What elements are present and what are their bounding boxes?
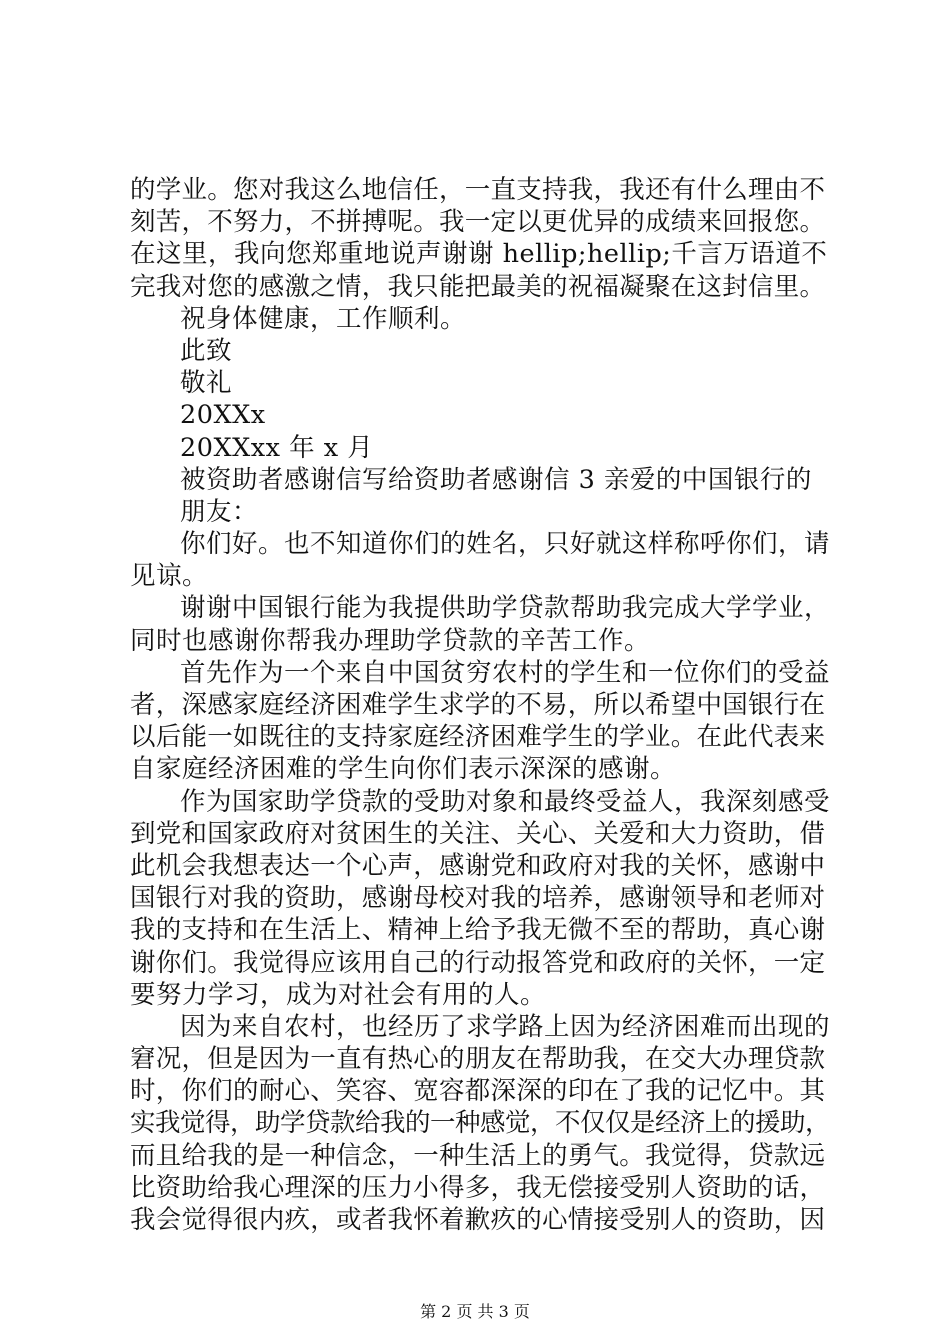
text-line: 完我对您的感激之情，我只能把最美的祝福凝聚在这封信里。 bbox=[130, 271, 826, 302]
text-line: 此机会我想表达一个心声，感谢党和政府对我的关怀，感谢中 bbox=[130, 850, 826, 881]
text-line: 20XXx bbox=[180, 400, 266, 431]
text-line: 你们好。也不知道你们的姓名，只好就这样称呼你们，请 bbox=[180, 529, 831, 560]
text-line: 窘况，但是因为一直有热心的朋友在帮助我，在交大办理贷款 bbox=[130, 1044, 826, 1075]
text-line: 在这里，我向您郑重地说声谢谢 hellip;hellip;千言万语道不 bbox=[130, 239, 828, 270]
text-line: 要努力学习，成为对社会有用的人。 bbox=[130, 979, 547, 1010]
text-line: 的学业。您对我这么地信任，一直支持我，我还有什么理由不 bbox=[130, 175, 826, 205]
text-line: 时，你们的耐心、笑容、宽容都深深的印在了我的记忆中。其 bbox=[130, 1076, 826, 1107]
text-line: 实我觉得，助学贷款给我的一种感觉，不仅仅是经济上的援助， bbox=[130, 1108, 831, 1139]
text-line: 作为国家助学贷款的受助对象和最终受益人，我深刻感受 bbox=[180, 786, 831, 817]
text-line: 到党和国家政府对贫困生的关注、关心、关爱和大力资助，借 bbox=[130, 818, 826, 849]
text-line: 比资助给我心理深的压力小得多，我无偿接受别人资助的话， bbox=[130, 1172, 826, 1203]
text-line: 谢你们。我觉得应该用自己的行动报答党和政府的关怀，一定 bbox=[130, 947, 826, 978]
text-line: 而且给我的是一种信念，一种生活上的勇气。我觉得，贷款远 bbox=[130, 1140, 826, 1171]
text-line: 此致 bbox=[180, 335, 233, 366]
text-line: 刻苦，不努力，不拼搏呢。我一定以更优异的成绩来回报您。 bbox=[130, 207, 826, 238]
text-line: 我的支持和在生活上、精神上给予我无微不至的帮助，真心谢 bbox=[130, 915, 826, 946]
page-footer: 第 2 页 共 3 页 bbox=[420, 1302, 530, 1321]
text-line: 首先作为一个来自中国贫穷农村的学生和一位你们的受益 bbox=[180, 657, 831, 688]
letter-body bbox=[130, 174, 830, 1236]
text-line: 同时也感谢你帮我办理助学贷款的辛苦工作。 bbox=[130, 625, 651, 656]
text-line: 以后能一如既往的支持家庭经济困难学生的学业。在此代表来 bbox=[130, 722, 826, 753]
text-line: 者，深感家庭经济困难学生求学的不易，所以希望中国银行在 bbox=[130, 690, 826, 720]
text-line: 朋友： bbox=[180, 496, 259, 527]
text-line: 因为来自农村，也经历了求学路上因为经济困难而出现的 bbox=[180, 1011, 831, 1042]
text-line: 见谅。 bbox=[130, 561, 209, 592]
text-line: 我会觉得很内疚，或者我怀着歉疚的心情接受别人的资助，因 bbox=[130, 1205, 826, 1235]
text-line: 自家庭经济困难的学生向你们表示深深的感谢。 bbox=[130, 754, 677, 785]
text-line: 祝身体健康，工作顺利。 bbox=[180, 303, 467, 334]
text-line: 被资助者感谢信写给资助者感谢信 3 亲爱的中国银行的 bbox=[180, 464, 812, 495]
text-line: 谢谢中国银行能为我提供助学贷款帮助我完成大学学业， bbox=[180, 593, 831, 624]
text-line: 敬礼 bbox=[180, 368, 233, 399]
text-line: 20XXxx 年 x 月 bbox=[180, 432, 374, 463]
text-line: 国银行对我的资助，感谢母校对我的培养，感谢领导和老师对 bbox=[130, 883, 826, 914]
